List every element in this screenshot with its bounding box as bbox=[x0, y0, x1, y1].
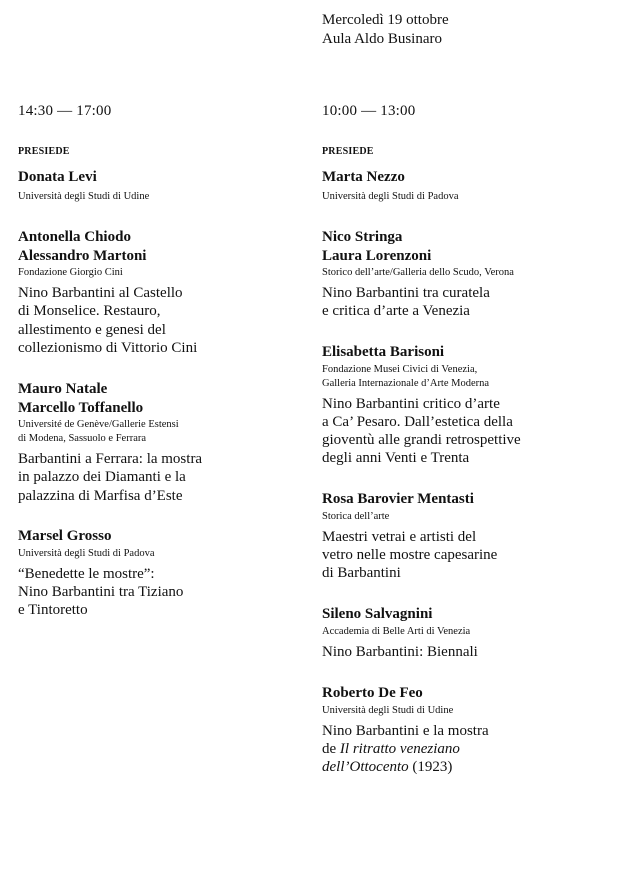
talk-title: Barbantini a Ferrara: la mostra in palazzo dei Diamanti e la palazzina di Marfisa d’Este bbox=[18, 451, 203, 504]
talk-block bbox=[18, 527, 183, 619]
speakers bbox=[322, 605, 478, 624]
talk-title: “Benedette le mostre”: Nino Barbantini tra Tiziano e Tintoretto bbox=[18, 565, 184, 619]
speaker-name: Laura Lorenzoni bbox=[322, 247, 432, 264]
chair-affiliation: Università degli Studi di Padova bbox=[322, 191, 459, 202]
speaker-affiliation: Università degli Studi di Padova bbox=[18, 547, 155, 559]
speaker-name: Alessandro Martoni bbox=[18, 247, 147, 264]
speaker-name: Rosa Barovier Mentasti bbox=[322, 491, 474, 507]
chair-name: Marta Nezzo bbox=[322, 169, 405, 185]
talk-title: Nino Barbantini e la mostra de Il ritratto veneziano dell’Ottocento (1923) bbox=[322, 722, 489, 776]
talk-title: Nino Barbantini al Castello di Monselice. Restauro, allestimento e genesi del collezionismo di Vittorio Cini bbox=[18, 285, 198, 356]
talk-title: Maestri vetrai e artisti del vetro nelle mostre capesarine di Barbantini bbox=[322, 528, 498, 582]
chair-name: Donata Levi bbox=[18, 169, 97, 185]
speaker-name: Mauro Natale bbox=[18, 381, 108, 397]
presiede-label: PRESIEDE bbox=[18, 146, 70, 157]
speaker-affiliation: Fondazione Musei Civici di Venezia, Galleria Internazionale d’Arte Moderna bbox=[322, 363, 490, 389]
speaker-name: Roberto De Feo bbox=[322, 685, 423, 701]
speaker-affiliation: Storica dell’arte bbox=[322, 510, 390, 522]
speakers bbox=[18, 228, 197, 265]
talk-block bbox=[18, 228, 197, 357]
speaker-affiliation: Storico dell’arte/Galleria dello Scudo, Verona bbox=[322, 267, 514, 278]
session-time: 14:30 — 17:00 bbox=[18, 103, 112, 119]
talk-block bbox=[322, 228, 514, 321]
session-venue: Aula Aldo Businaro bbox=[322, 31, 442, 47]
speakers bbox=[322, 684, 489, 703]
talk-block bbox=[322, 343, 521, 468]
speaker-name: Antonella Chiodo bbox=[18, 229, 131, 245]
speaker-name: Marsel Grosso bbox=[18, 528, 112, 544]
speakers bbox=[322, 343, 521, 362]
talk-block bbox=[322, 490, 497, 582]
speaker-name: Marcello Toffanello bbox=[18, 399, 144, 416]
talk-block bbox=[322, 684, 489, 776]
chair-affiliation: Università degli Studi di Udine bbox=[18, 191, 150, 202]
speaker-name: Sileno Salvagnini bbox=[322, 606, 433, 622]
speaker-affiliation: Fondazione Giorgio Cini bbox=[18, 267, 123, 278]
talk-block bbox=[322, 605, 478, 661]
speakers bbox=[322, 228, 514, 265]
talk-title: Nino Barbantini tra curatela e critica d’arte a Venezia bbox=[322, 285, 490, 320]
session-time: 10:00 — 13:00 bbox=[322, 103, 416, 119]
speaker-affiliation: Université de Genève/Gallerie Estensi di Modena, Sassuolo e Ferrara bbox=[18, 419, 179, 444]
speakers bbox=[18, 527, 183, 546]
talk-block bbox=[18, 380, 202, 505]
presiede-label: PRESIEDE bbox=[322, 146, 374, 157]
session-date: Mercoledì 19 ottobre bbox=[322, 12, 449, 28]
speaker-name: Nico Stringa bbox=[322, 229, 403, 245]
speakers bbox=[18, 380, 202, 417]
speaker-affiliation: Università degli Studi di Udine bbox=[322, 704, 454, 716]
speaker-name: Elisabetta Barisoni bbox=[322, 344, 445, 360]
talk-title: Nino Barbantini: Biennali bbox=[322, 643, 478, 660]
speakers bbox=[322, 490, 497, 509]
talk-title: Nino Barbantini critico d’arte a Ca’ Pesaro. Dall’estetica della gioventù alle grandi retrospettive degli anni Venti e Trenta bbox=[322, 395, 521, 467]
speaker-affiliation: Accademia di Belle Arti di Venezia bbox=[322, 625, 471, 637]
